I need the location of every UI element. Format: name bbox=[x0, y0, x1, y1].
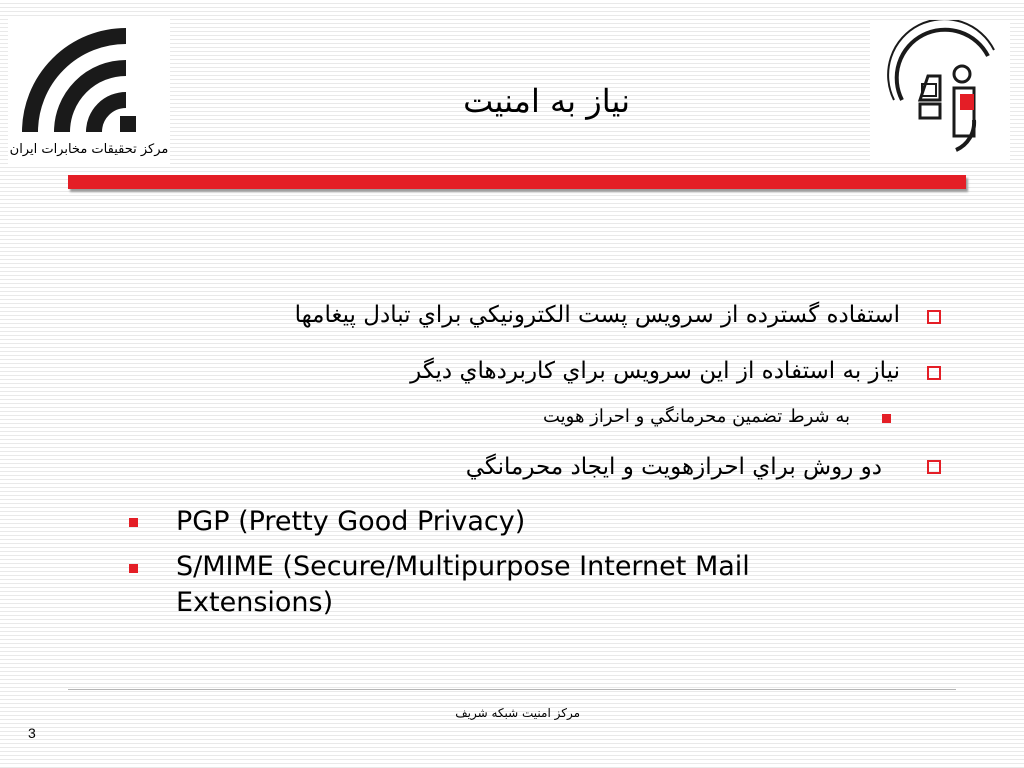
sharif-network-security-logo-icon bbox=[870, 20, 1010, 160]
slide-title: نياز به امنيت bbox=[463, 82, 630, 120]
left-logo-caption: مرکز تحقیقات مخابرات ایران bbox=[9, 142, 169, 157]
hollow-square-bullet-icon bbox=[927, 310, 941, 324]
method-text: PGP (Pretty Good Privacy) bbox=[176, 506, 526, 537]
method-text-line-1: S/MIME (Secure/Multipurpose Internet Mail bbox=[176, 551, 750, 582]
signal-arcs-logo-icon bbox=[22, 28, 156, 140]
method-text-line-2: Extensions) bbox=[176, 587, 334, 618]
solid-square-bullet-icon bbox=[129, 518, 138, 527]
hollow-square-bullet-icon bbox=[927, 366, 941, 380]
title-divider-bar bbox=[68, 175, 966, 189]
bullet-text: استفاده گسترده از سرويس پست الكترونيكي براي تبادل پيغامها bbox=[294, 302, 900, 328]
solid-square-bullet-icon bbox=[129, 564, 138, 573]
method-item-smime bbox=[176, 549, 896, 621]
left-logo bbox=[8, 18, 170, 166]
right-logo bbox=[870, 20, 1010, 160]
bullet-item-other-uses bbox=[200, 358, 900, 384]
footer-divider bbox=[68, 689, 956, 690]
sub-bullet-text: به شرط تضمين محرمانگي و احراز هويت bbox=[542, 406, 850, 427]
sub-bullet-item-condition bbox=[300, 406, 850, 427]
method-item-pgp bbox=[176, 504, 525, 540]
bullet-text: نياز به استفاده از اين سرويس براي كاربردهاي ديگر bbox=[410, 358, 900, 384]
footer-organization: مركز امنيت شبكه شريف bbox=[455, 706, 580, 720]
bullet-item-two-methods bbox=[200, 454, 882, 480]
bullet-item-email-usage bbox=[200, 302, 900, 328]
page-number: 3 bbox=[28, 725, 36, 741]
hollow-square-bullet-icon bbox=[927, 460, 941, 474]
solid-square-bullet-icon bbox=[882, 414, 891, 423]
bullet-text: دو روش براي احرازهويت و ايجاد محرمانگي bbox=[465, 454, 882, 480]
